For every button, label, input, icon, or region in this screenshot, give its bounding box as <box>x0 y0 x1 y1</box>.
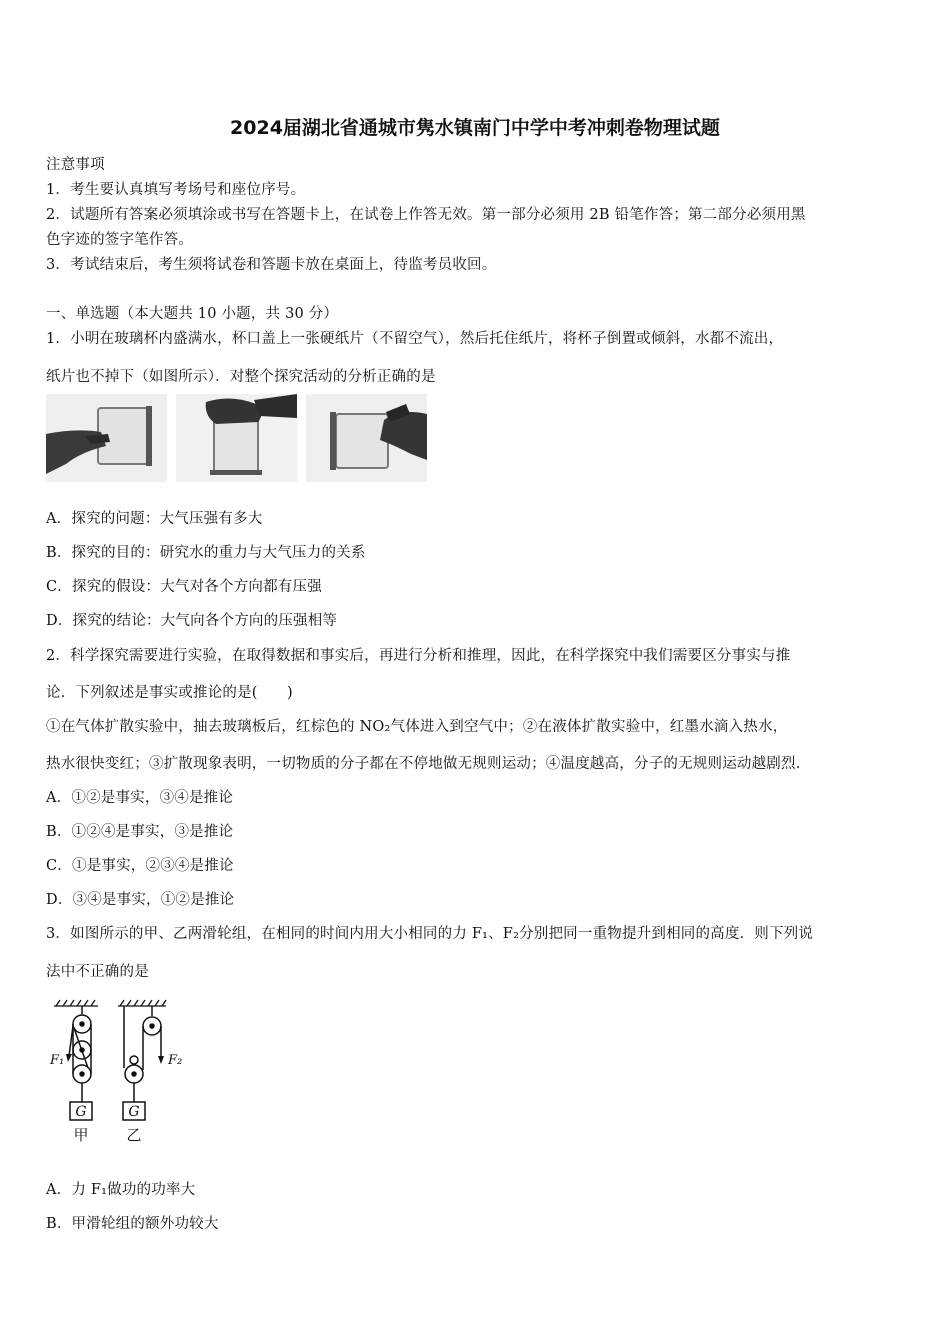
force-label-f2: F₂ <box>168 1053 183 1068</box>
notice-item-1: 1．考生要认真填写考场号和座位序号。 <box>46 182 306 198</box>
ceiling-yi <box>118 1000 166 1006</box>
label-jia: 甲 <box>73 1126 89 1144</box>
question-2-line-1: 2．科学探究需要进行实验，在取得数据和事实后，再进行分析和推理，因此，在科学探究中我们需要区分事实与推 <box>46 648 791 664</box>
question-3-option-b: B．甲滑轮组的额外功较大 <box>46 1216 219 1232</box>
question-3-option-a: A．力 F₁做功的功率大 <box>46 1182 196 1198</box>
label-yi: 乙 <box>126 1126 142 1144</box>
question-2-option-c: C．①是事实，②③④是推论 <box>46 858 234 874</box>
notice-heading: 注意事项 <box>46 157 105 173</box>
weight-label-yi: G <box>128 1104 140 1120</box>
weight-label-jia: G <box>75 1104 87 1120</box>
notice-item-3: 3．考试结束后，考生须将试卷和答题卡放在桌面上，待监考员收回。 <box>46 257 497 273</box>
question-2-line-2: 论．下列叙述是事实或推论的是( ) <box>46 685 293 701</box>
photo-cup-tilted-left <box>46 394 167 482</box>
section-heading: 一、单选题（本大题共 10 小题，共 30 分） <box>46 306 339 322</box>
question-2-line-3: ①在气体扩散实验中，抽去玻璃板后，红棕色的 NO₂气体进入到空气中；②在液体扩散实验中，红墨水滴入热水， <box>46 719 788 735</box>
question-2-option-b: B．①②④是事实，③是推论 <box>46 824 234 840</box>
notice-item-2: 2．试题所有答案必须填涂或书写在答题卡上，在试卷上作答无效。第一部分必须用 2B 铅笔作答；第二部分必须用黑 <box>46 207 806 223</box>
pulley-system-jia <box>66 1006 91 1102</box>
question-1-option-b: B．探究的目的：研究水的重力与大气压力的关系 <box>46 545 366 561</box>
question-2-option-d: D．③④是事实，①②是推论 <box>46 892 235 908</box>
pulley-system-yi <box>124 1006 164 1102</box>
photo-cup-tilted-right <box>306 394 427 482</box>
question-3-line-2: 法中不正确的是 <box>46 964 149 980</box>
question-1-option-a: A．探究的问题：大气压强有多大 <box>46 511 263 527</box>
notice-item-2-cont: 色字迹的签字笔作答。 <box>46 232 193 248</box>
question-1-line-2: 纸片也不掉下（如图所示）．对整个探究活动的分析正确的是 <box>46 369 436 385</box>
ceiling-jia <box>54 1000 98 1006</box>
question-3-line-1: 3．如图所示的甲、乙两滑轮组，在相同的时间内用大小相同的力 F₁、F₂分别把同一重物提升到相同的高度．则下列说 <box>46 926 814 942</box>
force-label-f1: F₁ <box>50 1053 65 1068</box>
question-2-line-4: 热水很快变红；③扩散现象表明，一切物质的分子都在不停地做无规则运动；④温度越高，分子的无规则运动越剧烈． <box>46 756 811 772</box>
question-1-option-d: D．探究的结论：大气向各个方向的压强相等 <box>46 613 338 629</box>
page-title: 2024届湖北省通城市隽水镇南门中学中考冲刺卷物理试题 <box>230 117 720 139</box>
pulley-diagram <box>44 998 194 1152</box>
question-1-option-c: C．探究的假设：大气对各个方向都有压强 <box>46 579 322 595</box>
question-2-option-a: A．①②是事实，③④是推论 <box>46 790 234 806</box>
question-1-line-1: 1．小明在玻璃杯内盛满水，杯口盖上一张硬纸片（不留空气），然后托住纸片，将杯子倒置或倾斜，水都不流出， <box>46 331 784 347</box>
photo-cup-inverted <box>176 394 297 482</box>
